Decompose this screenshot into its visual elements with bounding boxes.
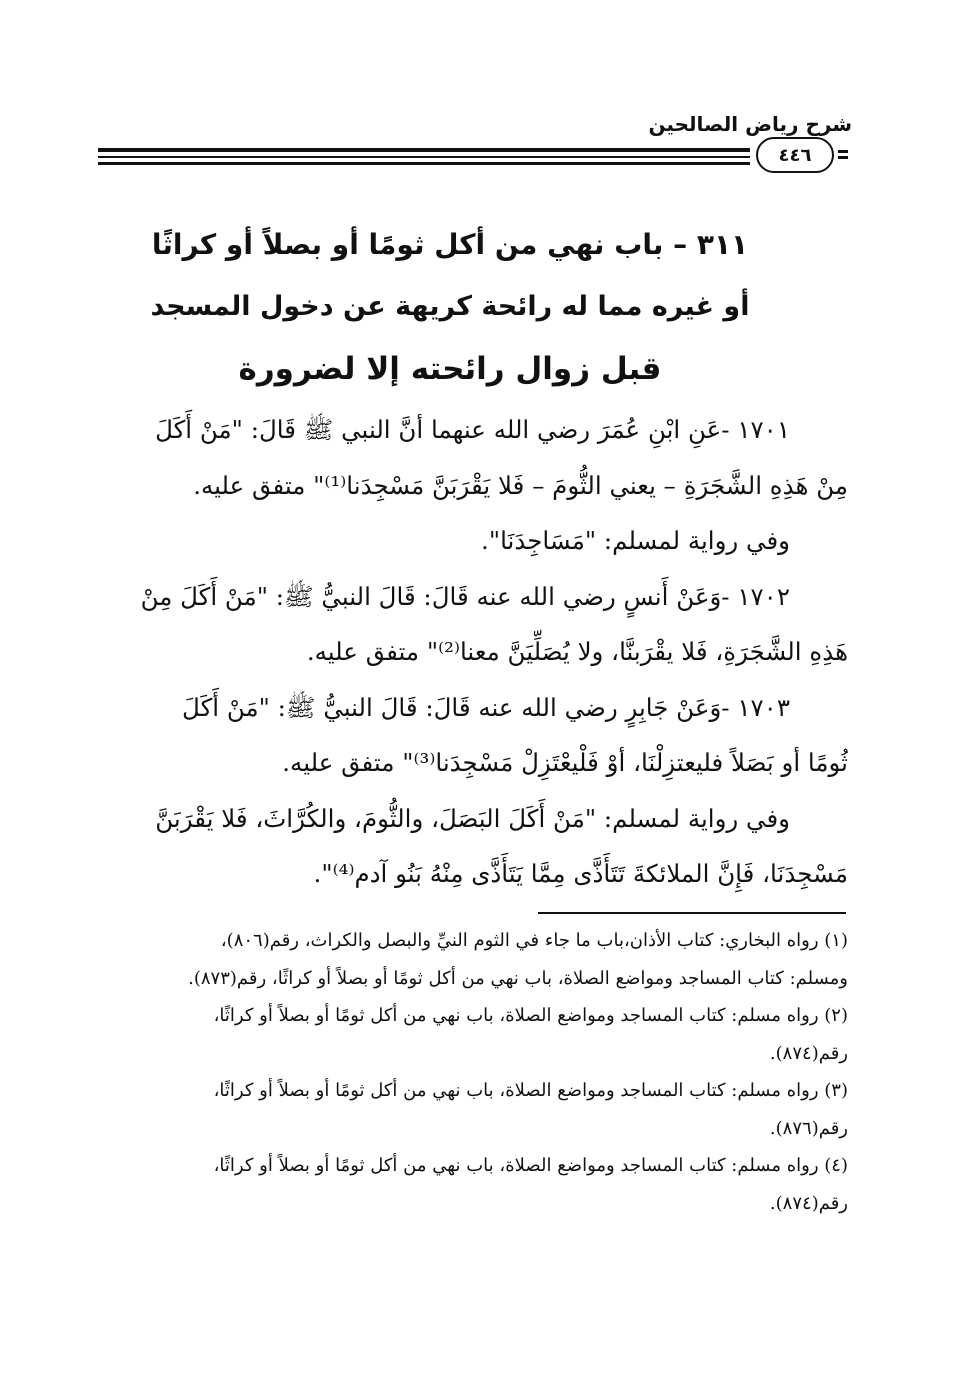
- chapter-heading-line: أو غيره مما له رائحة كريهة عن دخول المسجد: [150, 291, 750, 322]
- footnote-3-continued: رقم(٨٧٦).: [769, 1117, 848, 1139]
- hadith-1701-line: ١٧٠١ -عَنِ ابْنِ عُمَرَ رضي الله عنهما أنَّ النبي ﷺ قَالَ: "مَنْ أَكَلَ: [155, 415, 790, 444]
- footnote-2: (٢) رواه مسلم: كتاب المساجد ومواضع الصلاة، باب نهي من أكل ثومًا أو بصلاً أو كراثًا،: [213, 1005, 848, 1026]
- header-rule-middle: [98, 156, 750, 158]
- chapter-heading-line: ٣١١ – باب نهي من أكل ثومًا أو بصلاً أو كراثًا: [151, 228, 749, 261]
- badge-ornament: [838, 150, 848, 159]
- hadith-1703-line: ثُومًا أو بَصَلاً فليعتزِلْنَا، أوْ فَلْيعْتَزِلْ مَسْجِدَنا⁽³⁾" متفق عليه.: [282, 748, 848, 777]
- running-title: شرح رياض الصالحين: [648, 112, 852, 136]
- footnote-2-continued: رقم(٨٧٤).: [769, 1042, 848, 1064]
- hadith-1701-variant: وفي رواية لمسلم: "مَسَاجِدَنَا".: [481, 526, 790, 555]
- footnote-1: (١) رواه البخاري: كتاب الأذان،باب ما جاء في الثوم النيِّ والبصل والكراث، رقم(٨٠٦)،: [220, 930, 848, 951]
- footnote-divider: [538, 912, 846, 914]
- footnote-4-continued: رقم(٨٧٤).: [769, 1192, 848, 1214]
- header-rule-top: [98, 148, 750, 152]
- hadith-1703-line: ١٧٠٣ -وَعَنْ جَابِرٍ رضي الله عنه قَالَ: قَالَ النبيُّ ﷺ: "مَنْ أَكَلَ: [182, 692, 790, 722]
- header-rule-bottom: [98, 162, 750, 165]
- footnote-1-continued: ومسلم: كتاب المساجد ومواضع الصلاة، باب نهي من أكل ثومًا أو بصلاً أو كراثًا، رقم(٨٧٣).: [188, 967, 848, 989]
- chapter-heading: [150, 214, 750, 400]
- page-number-badge: [756, 137, 834, 173]
- footnote-4: (٤) رواه مسلم: كتاب المساجد ومواضع الصلاة، باب نهي من أكل ثومًا أو بصلاً أو كراثًا،: [213, 1155, 848, 1176]
- footnote-3: (٣) رواه مسلم: كتاب المساجد ومواضع الصلاة، باب نهي من أكل ثومًا أو بصلاً أو كراثًا،: [213, 1080, 848, 1101]
- hadith-body: [98, 402, 848, 902]
- chapter-heading-line: قبل زوال رائحته إلا لضرورة: [238, 351, 662, 387]
- hadith-1703-variant: وفي رواية لمسلم: "مَنْ أَكَلَ البَصَلَ، والثُّومَ، والكُرَّاثَ، فَلا يَقْرَبَنَّ: [155, 803, 790, 833]
- footnotes: [98, 922, 848, 1222]
- hadith-1701-line: مِنْ هَذِهِ الشَّجَرَةِ – يعني الثُّومَ – فَلا يَقْرَبَنَّ مَسْجِدَنا⁽¹⁾" متفق عليه.: [193, 470, 848, 500]
- hadith-1702-line: ١٧٠٢ -وَعَنْ أَنسٍ رضي الله عنه قَالَ: قَالَ النبيُّ ﷺ: "مَنْ أَكَلَ مِنْ: [140, 581, 790, 611]
- hadith-1702-line: هَذِهِ الشَّجَرَةِ، فَلا يقْرَبنَّا، ولا يُصَلِّيَنَّ معنا⁽²⁾" متفق عليه.: [306, 637, 848, 666]
- hadith-1703-variant: مَسْجِدَنَا، فَإِنَّ الملائكةَ تَتَأَذَّى مِمَّا يَتَأَذَّى مِنْهُ بَنُو آدم⁽⁴⁾".: [313, 859, 848, 888]
- page-number: ٤٤٦: [778, 144, 812, 166]
